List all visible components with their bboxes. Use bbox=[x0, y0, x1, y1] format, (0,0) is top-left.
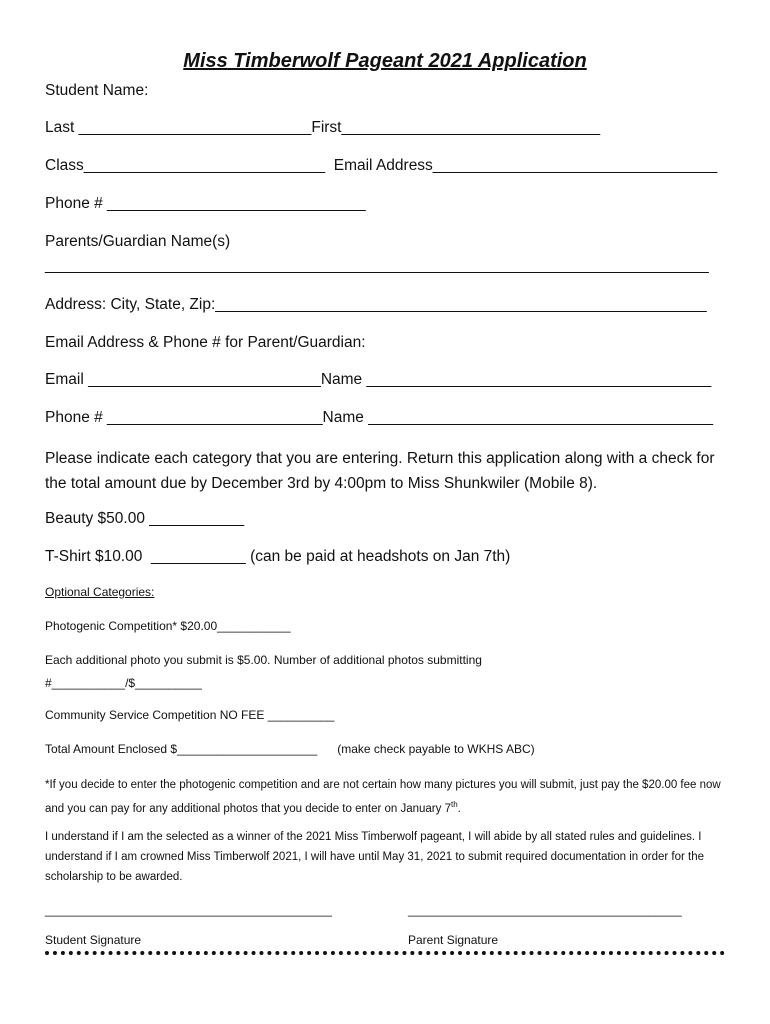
parent-phone-field[interactable]: Phone # _________________________Name ________________________________________ bbox=[45, 409, 714, 426]
additional-photo-field[interactable]: #___________/$__________ bbox=[45, 676, 202, 690]
student-name-label: Student Name: bbox=[45, 82, 149, 99]
instructions-text: Please indicate each category that you are entering. Return this application along with a check for the total amount due by December 3rd by 4:00pm to Miss Shunkwiler (Mobile 8). bbox=[45, 450, 715, 492]
footnote-superscript: th bbox=[450, 800, 458, 809]
additional-photo-text: Each additional photo you submit is $5.00. Number of additional photos submitting bbox=[45, 653, 482, 667]
footnote-end: . bbox=[457, 802, 461, 815]
phone-field[interactable]: Phone # ______________________________ bbox=[45, 195, 366, 212]
community-service-field[interactable]: Community Service Competition NO FEE __________ bbox=[45, 708, 335, 722]
student-signature-label: Student Signature bbox=[45, 933, 142, 947]
agreement-text: I understand if I am the selected as a winner of the 2021 Miss Timberwolf pageant, I will abide by all stated rules and guidelines. I understand if I am crowned Miss Timberwolf 2021, I will have until May 31, 2021 to submit required documentation in order for the scholarship to be awarded. bbox=[45, 831, 705, 883]
parents-name-field[interactable]: _____________________________________________________________________________ bbox=[45, 257, 709, 274]
photogenic-footnote bbox=[45, 775, 735, 819]
tshirt-field[interactable]: T-Shirt $10.00 ___________ (can be paid at headshots on Jan 7th) bbox=[45, 548, 511, 565]
class-email-field[interactable]: Class____________________________ Email Address_________________________________ bbox=[45, 157, 718, 174]
optional-categories-heading: Optional Categories: bbox=[45, 585, 155, 599]
last-first-name-field[interactable]: Last ___________________________First______________________________ bbox=[45, 119, 601, 136]
parent-signature-line[interactable]: _________________________________________ bbox=[408, 903, 682, 917]
address-field[interactable]: Address: City, State, Zip:_________________________________________________________ bbox=[45, 296, 707, 313]
dotted-divider bbox=[45, 951, 725, 955]
parent-contact-label: Email Address & Phone # for Parent/Guardian: bbox=[45, 334, 366, 351]
photogenic-field[interactable]: Photogenic Competition* $20.00___________ bbox=[45, 619, 291, 633]
parent-signature-label: Parent Signature bbox=[408, 933, 499, 947]
footnote-text: *If you decide to enter the photogenic competition and are not certain how many pictures you will submit, just pay the $20.00 fee now and you can pay for any additional photos that you decide to enter on January 7 bbox=[45, 779, 721, 815]
parents-label: Parents/Guardian Name(s) bbox=[45, 233, 231, 250]
parent-email-field[interactable]: Email ___________________________Name ________________________________________ bbox=[45, 371, 712, 388]
form-title: Miss Timberwolf Pageant 2021 Application bbox=[183, 50, 587, 72]
beauty-field[interactable]: Beauty $50.00 ___________ bbox=[45, 510, 245, 527]
student-signature-line[interactable]: ___________________________________________ bbox=[45, 903, 332, 917]
total-amount-field[interactable]: Total Amount Enclosed $_____________________ (make check payable to WKHS ABC) bbox=[45, 742, 535, 756]
